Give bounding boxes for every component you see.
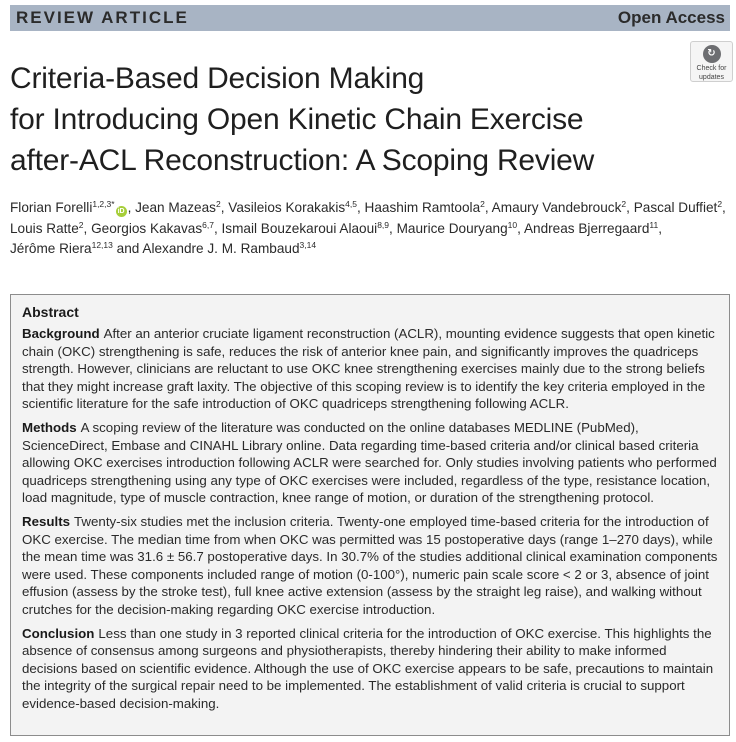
- check-for-updates-badge[interactable]: [690, 41, 733, 82]
- abstract-box: [10, 294, 730, 736]
- author-name[interactable]: Vasileios Korakakis: [228, 200, 346, 215]
- author-name[interactable]: Andreas Bjerregaard: [523, 220, 650, 236]
- open-access-label: Open Access: [617, 8, 725, 27]
- methods-label: Methods: [22, 419, 77, 435]
- abstract-heading: Abstract: [22, 304, 79, 320]
- author-affiliation: 6,7: [202, 219, 214, 230]
- article-type-label: REVIEW ARTICLE: [16, 8, 189, 27]
- author-name[interactable]: Haashim Ramtoola: [364, 200, 481, 215]
- background-text: After an anterior cruciate ligament reconstruction (ACLR), mounting evidence suggests that open kinetic chain (OKC) strengthening is safe, reduces the risk of anterior knee pain, and significantly improves the quadriceps strength. However, clinicians are reluctant to use OKC knee strengthening exercises mainly due to the strong beliefs that they might increase graft laxity. The objective of this scoping review is to identify the key criteria employed in the scientific literature for the safe introduction of OKC quadriceps strengthening following ACLR.: [22, 326, 715, 412]
- author-affiliation: 11: [649, 219, 659, 230]
- conclusion-text: Less than one study in 3 reported clinical criteria for the introduction of OKC exercise. This highlights the absence of consensus among surgeons and physiotherapists, thereby hindering their ability to make informed decisions based on scientific evidence. Although the use of OKC exercise appears to be safe, precautions to maintain the integrity of the surgical repair need to be implemented. The establishment of valid criteria is crucial to support evidence-based decision-making.: [22, 625, 714, 711]
- background-label: Background: [22, 326, 100, 341]
- title-line: after-ACL Reconstruction: A Scoping Review: [10, 144, 595, 177]
- abstract-conclusion: [22, 625, 719, 713]
- article-type-banner: [10, 5, 730, 31]
- author-affiliation: 2: [717, 199, 723, 209]
- conclusion-label: Conclusion: [22, 625, 95, 641]
- author-affiliation: 12,13: [91, 240, 113, 250]
- author-affiliation: 2: [480, 199, 485, 209]
- authors-and: and: [116, 241, 140, 256]
- author-affiliation: 3,14: [299, 240, 317, 250]
- author-name[interactable]: Alexandre J. M. Rambaud: [142, 241, 300, 256]
- title-line: for Introducing Open Kinetic Chain Exercise: [10, 103, 584, 136]
- author-name[interactable]: Jérôme Riera: [10, 241, 92, 256]
- abstract-results: [22, 513, 719, 619]
- results-text: Twenty-six studies met the inclusion criteria. Twenty-one employed time-based criteria for the introduction of OKC exercise. The median time from when OKC was permitted was 15 postoperative days (range 1–270 days), while the mean time was 31.6 ± 56.7 postoperative days. In 30.7% of the studies additional clinical examination components were used. These components included range of motion (0-100°), numeric pain scale score < 2 or 3, absence of joint effusion (assess by the stroke test), full knee active extension (assess by the straight leg raise), and walking without crutches for the decision-making regarding OKC exercise introduction.: [22, 513, 718, 617]
- title-line: Criteria-Based Decision Making: [10, 62, 425, 95]
- article-title: [10, 58, 680, 181]
- check-updates-label-1: Check for: [696, 65, 727, 72]
- author-affiliation: 2: [621, 199, 627, 209]
- author-name[interactable]: Florian Forelli: [10, 200, 93, 215]
- author-affiliation: 2: [215, 199, 221, 209]
- results-label: Results: [22, 513, 71, 529]
- author-affiliation: 4,5: [345, 199, 357, 209]
- author-affiliation: 2: [78, 219, 84, 230]
- author-name[interactable]: Louis Ratte: [10, 220, 79, 236]
- author-name[interactable]: Pascal Duffiet: [633, 200, 718, 215]
- author-name[interactable]: Jean Mazeas: [135, 200, 216, 215]
- methods-text: A scoping review of the literature was conducted on the online databases MEDLINE (PubMed), ScienceDirect, Embase and CINAHL Library online. Data regarding time-based criteria and/or clinical based criteria allowing OKC exercises introduction following ACLR were searched for. Only studies involving patients who performed quadriceps strengthening using any type of OKC exercises were included, regardless of the type, resistance location, load magnitude, type of muscle contraction, knee range of motion, or duration of the strengthening protocol.: [22, 419, 717, 506]
- check-updates-icon: ↻: [703, 45, 721, 63]
- author-affiliation: 1,2,3*: [92, 199, 115, 209]
- author-list: Florian Forelli$^{1,2,3*}$iD , Jean Mazeas$^2$, Vasileios Korakakis$^{4,5}$, Haashim Ramtoola$^2$, Amaury Vandebrouck$^2$, Pascal Duffiet$^2$, Louis Ratte$^2$, Georgios Kakavas$^{6,7}$, Ismail Bouzekaroui Alaoui$^{8,9}$, Maurice Douryang$^{10}$, Andreas Bjerregaard$^{11}$, Jérôme Riera$^{12,13}$ and Alexandre J. M. Rambaud$^{3,14}$: [10, 199, 726, 256]
- author-affiliation: 8,9: [377, 219, 390, 230]
- author-name[interactable]: Amaury Vandebrouck: [491, 200, 622, 215]
- abstract-background: [22, 325, 719, 413]
- author-name[interactable]: Maurice Douryang: [396, 220, 508, 236]
- abstract-methods: [22, 419, 719, 507]
- author-name[interactable]: Georgios Kakavas: [91, 220, 203, 236]
- author-affiliation: 10: [507, 219, 518, 230]
- check-updates-label-2: updates: [699, 74, 724, 81]
- orcid-icon[interactable]: iD: [117, 208, 125, 215]
- author-name[interactable]: Ismail Bouzekaroui Alaoui: [221, 220, 378, 236]
